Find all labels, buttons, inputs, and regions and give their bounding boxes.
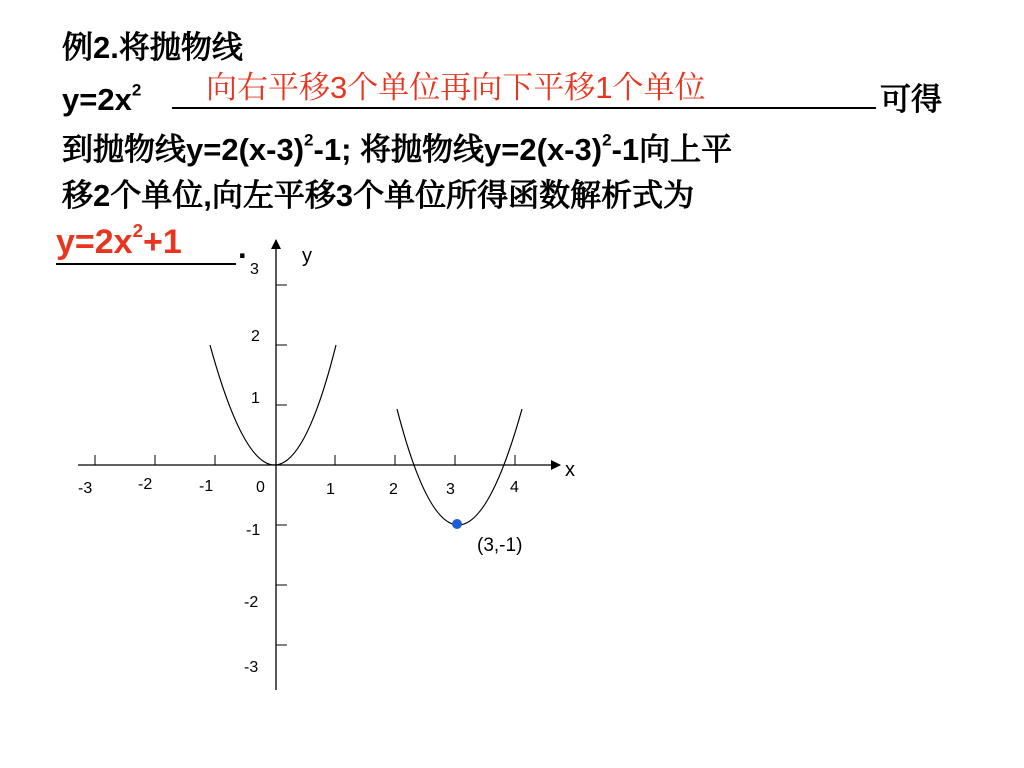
problem-line-5-end: . bbox=[238, 230, 247, 265]
problem-line-2: $y=2x^2$ bbox=[62, 80, 142, 117]
x-tick-label: 0 bbox=[256, 479, 265, 496]
vertex-point bbox=[452, 519, 462, 529]
y-tick-label: 2 bbox=[251, 328, 260, 345]
x-tick-label: 2 bbox=[389, 481, 398, 498]
x-tick-label: 1 bbox=[326, 481, 335, 498]
y-tick-label: -1 bbox=[246, 522, 261, 539]
x-tick-label: -1 bbox=[199, 478, 214, 495]
parabola-shifted bbox=[397, 409, 522, 525]
y-axis-label: y bbox=[302, 245, 312, 267]
y-tick-label: -2 bbox=[244, 594, 259, 611]
x-tick-label: -3 bbox=[78, 480, 93, 497]
y-tick-label: -3 bbox=[244, 659, 259, 676]
y-tick-label: 3 bbox=[250, 261, 259, 278]
blank1-answer: 向右平移3个单位再向下平移1个单位 bbox=[206, 70, 706, 105]
problem-line-3: 到抛物线$y=2(x-3)^2-1$; 将抛物线$y=2(x-3)^2-1$向上平 bbox=[62, 130, 733, 167]
parabola-y-2x2 bbox=[210, 345, 336, 465]
y-tick-label: 1 bbox=[251, 390, 260, 407]
x-tick-label: 3 bbox=[446, 481, 455, 498]
problem-line-4: 移2个单位,向左平移3个单位所得函数解析式为 bbox=[62, 178, 695, 213]
x-tick-label: -2 bbox=[138, 476, 153, 493]
x-ticks bbox=[95, 455, 515, 465]
problem-line-2-end: 可得 bbox=[880, 82, 942, 117]
blank2-answer: $y=2x^2+1$ bbox=[56, 220, 182, 261]
vertex-label: (3,-1) bbox=[477, 535, 523, 556]
x-axis-label: x bbox=[565, 459, 575, 481]
problem-line-1: 例2.将抛物线 bbox=[62, 30, 243, 65]
x-tick-label: 4 bbox=[510, 479, 519, 496]
